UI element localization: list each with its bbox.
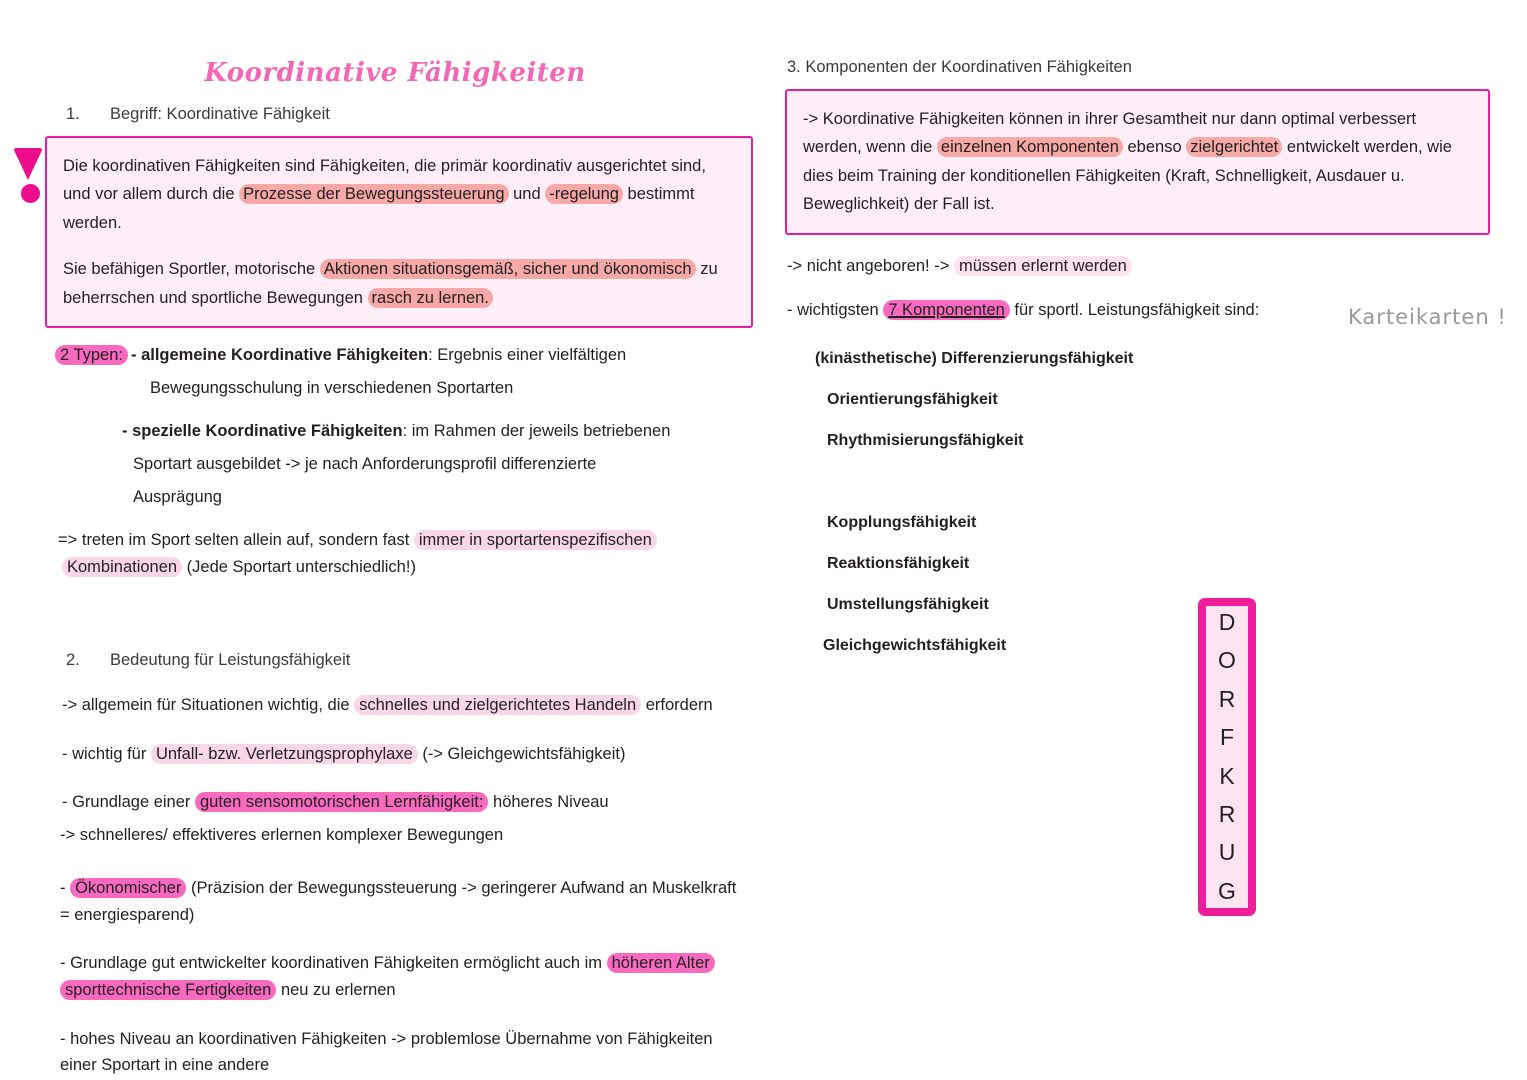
highlight-zielgerichtet: zielgerichtet	[1186, 137, 1282, 157]
conclusion-text-a: => treten im Sport selten allein auf, sondern fast	[58, 531, 414, 550]
bullet-2-text-b: (-> Gleichgewichtsfähigkeit)	[417, 744, 626, 763]
component-label: Orientierungsfähigkeit	[827, 390, 998, 408]
definition-p2-text-a: Sie befähigen Sportler, motorische	[63, 260, 320, 279]
acronym-letter-glyph: R	[1218, 801, 1236, 828]
bullet-hoeheres-alter	[0, 950, 740, 1003]
bullet-lernfaehigkeit	[0, 789, 762, 816]
component-label: Rhythmisierungsfähigkeit	[827, 431, 1024, 449]
acronym-letter	[1210, 803, 1244, 826]
bullet-oekonomischer	[0, 875, 750, 928]
acronym-letter	[1210, 685, 1244, 712]
intro-text-a: - wichtigsten	[787, 301, 884, 320]
dorfkrug-acronym-box	[1198, 598, 1256, 916]
handwritten-annotation-karteikarten: Karteikarten !	[1348, 305, 1507, 329]
definition-p1-text-b: und	[508, 185, 546, 204]
highlight-2-typen: 2 Typen:	[55, 345, 128, 365]
highlight-einzelnen-komponenten: einzelnen Komponenten	[937, 137, 1123, 157]
type-1-bold-label: - allgemeine Koordinative Fähigkeiten	[131, 345, 429, 364]
note-text-a: -> nicht angeboren! ->	[787, 256, 954, 275]
component-label: Reaktionsfähigkeit	[827, 554, 970, 572]
definition-paragraph-2	[63, 255, 735, 312]
types-line-2	[0, 418, 775, 445]
component-label: Gleichgewichtsfähigkeit	[823, 636, 1007, 654]
types-line-2-cont-a: Sportart ausgebildet -> je nach Anforderungsprofil differenzierte	[133, 455, 597, 474]
bullet-4-text-b: (Präzision der Bewegungssteuerung -> geringerer Aufwand an Muskelkraft = energiesparend)	[60, 878, 737, 924]
highlight-schnelles-zielgerichtetes-handeln: schnelles und zielgerichtetes Handeln	[354, 695, 641, 715]
section-1-title: Begriff: Koordinative Fähigkeit	[110, 105, 330, 123]
acronym-letter-glyph: F	[1219, 724, 1235, 751]
definition-p2-text-b: zu beherrschen und sportliche Bewegungen	[63, 260, 718, 307]
right-column	[785, 58, 1527, 904]
acronym-letter	[1210, 877, 1244, 904]
acronym-letter	[1210, 649, 1244, 672]
component-item-umstellungsfaehigkeit	[827, 596, 989, 614]
acronym-letter	[1210, 841, 1244, 864]
component-item-gleichgewichtsfaehigkeit	[823, 637, 1006, 655]
highlight-regelung: -regelung	[545, 184, 623, 204]
highlight-hoeheres-alter-fertigkeiten: höheren Alter sporttechnische Fertigkeiten	[60, 953, 715, 1000]
intro-text-b: für sportl. Leistungsfähigkeit sind:	[1009, 301, 1260, 320]
components-callout-paragraph	[803, 105, 1472, 219]
highlight-oekonomischer: Ökonomischer	[70, 878, 186, 898]
types-conclusion	[0, 527, 762, 580]
acronym-letter-glyph: K	[1219, 762, 1235, 789]
acronym-letter	[1210, 762, 1244, 789]
bullet-5-text-b: neu zu erlernen	[276, 980, 396, 999]
highlight-sportartenspezifische-kombinationen: immer in sportartenspezifischen Kombinationen	[62, 530, 657, 577]
bullet-4-text-a: -	[60, 878, 71, 897]
bullet-lernfaehigkeit-cont: -> schnelleres/ effektiveres erlernen komplexer Bewegungen	[60, 826, 504, 845]
bullet-3-text-a: - Grundlage einer	[62, 793, 195, 812]
component-item-kopplungsfaehigkeit	[827, 514, 976, 532]
definition-paragraph-1	[63, 152, 735, 237]
conclusion-text-b: (Jede Sportart unterschiedlich!)	[182, 558, 416, 577]
highlight-7-komponenten: 7 Komponenten	[883, 300, 1010, 320]
component-label: Umstellungsfähigkeit	[827, 595, 989, 613]
left-column	[0, 105, 775, 1075]
section-1-heading	[0, 105, 775, 124]
component-item-rhythmisierungsfaehigkeit	[827, 432, 1023, 450]
types-line-2-cont-b: Ausprägung	[133, 487, 222, 506]
section-3-heading: 3. Komponenten der Koordinativen Fähigkeiten	[787, 58, 1132, 76]
acronym-letter-glyph: U	[1218, 839, 1236, 866]
highlight-rasch-zu-lernen: rasch zu lernen.	[368, 288, 493, 308]
highlight-gute-sensomotorische-lernfaehigkeit: guten sensomotorischen Lernfähigkeit:	[195, 792, 488, 812]
note-nicht-angeboren	[787, 253, 1527, 280]
component-label: (kinästhetische) Differenzierungsfähigkeit	[815, 349, 1134, 367]
bullet-1-text-b: erfordern	[641, 695, 713, 714]
highlight-muessen-erlernt-werden: müssen erlernt werden	[954, 256, 1132, 276]
bullet-unfallprophylaxe	[0, 741, 762, 768]
acronym-letter-glyph: R	[1218, 685, 1236, 712]
components-callout-text-a: -> Koordinative Fähigkeiten können in ihrer Gesamtheit nur dann optimal verbessert werden, wenn die	[803, 110, 1417, 157]
component-item-differenzierungsfaehigkeit	[815, 350, 1133, 368]
definition-callout-box	[45, 136, 753, 328]
acronym-letter-glyph: O	[1218, 647, 1236, 674]
type-2-description: : im Rahmen der jeweils betriebenen	[402, 422, 671, 441]
type-1-description: : Ergebnis einer vielfältigen	[428, 345, 627, 364]
section-2-heading	[0, 651, 775, 670]
bullet-1-text-a: -> allgemein für Situationen wichtig, die	[62, 695, 355, 714]
definition-p1-text-c: bestimmt werden.	[63, 185, 695, 232]
types-line-1-cont: Bewegungsschulung in verschiedenen Sportarten	[150, 378, 514, 397]
acronym-letter-glyph: D	[1218, 608, 1236, 635]
type-2-bold-label: - spezielle Koordinative Fähigkeiten	[122, 422, 403, 441]
component-item-orientierungsfaehigkeit	[827, 391, 998, 409]
bullet-hohes-niveau: - hohes Niveau an koordinativen Fähigkeiten -> problemlose Übernahme von Fähigkeiten einer Sportart in eine andere	[60, 1029, 713, 1075]
bullet-3-text-b: höheres Niveau	[488, 793, 609, 812]
bullet-5-text-a: - Grundlage gut entwickelter koordinativen Fähigkeiten ermöglicht auch im	[60, 954, 607, 973]
acronym-letter	[1210, 608, 1244, 635]
acronym-letter-glyph: G	[1218, 877, 1236, 904]
section-1-number: 1.	[66, 105, 80, 123]
highlight-aktionen-situationsgemaess: Aktionen situationsgemäß, sicher und ökonomisch	[320, 259, 696, 279]
component-label: Kopplungsfähigkeit	[827, 513, 977, 531]
bullet-allgemein-situationen	[0, 692, 752, 719]
bullet-2-text-a: - wichtig für	[62, 744, 151, 763]
page-title: Koordinative Fähigkeiten	[204, 58, 586, 88]
highlight-unfall-verletzungsprophylaxe: Unfall- bzw. Verletzungsprophylaxe	[151, 744, 418, 764]
components-callout-text-b: ebenso	[1122, 138, 1187, 157]
components-callout-box	[785, 89, 1490, 235]
types-line-1	[0, 342, 775, 369]
section-2-title: Bedeutung für Leistungsfähigkeit	[110, 650, 351, 669]
acronym-letter	[1210, 726, 1244, 749]
highlight-prozesse-bewegungssteuerung: Prozesse der Bewegungssteuerung	[239, 184, 508, 204]
component-item-reaktionsfaehigkeit	[827, 555, 969, 573]
definition-p1-text-a: Die koordinativen Fähigkeiten sind Fähigkeiten, die primär koordinativ ausgerichtet sind, und vor allem durch die	[63, 157, 706, 204]
section-2-number: 2.	[66, 650, 80, 669]
components-callout-text-c: entwickelt werden, wie dies beim Training der konditionellen Fähigkeiten (Kraft, Schnelligkeit, Ausdauer u. Beweglichkeit) der Fall ist.	[803, 138, 1452, 214]
components-list-area	[785, 349, 1527, 904]
